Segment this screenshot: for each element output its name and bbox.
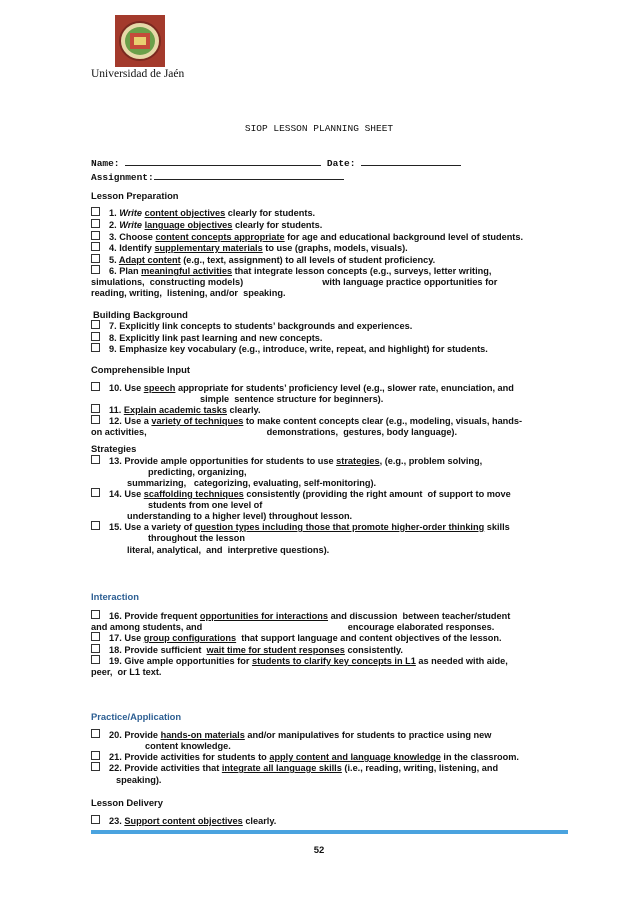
checklist-item-16: 16. Provide frequent opportunities for interactions and discussion between teacher/student [91,610,510,622]
checkbox[interactable] [91,632,100,641]
checkbox[interactable] [91,231,100,240]
checklist-item-20: 20. Provide hands-on materials and/or manipulatives for students to practice using new [91,729,491,741]
footer-divider [91,830,568,834]
section-practice-application: Practice/Application [91,711,182,722]
checklist-item-16-line-2: and among students, and encourage elaborated responses. [91,622,495,632]
checkbox[interactable] [91,219,100,228]
checklist-item-8: 8. Explicitly link past learning and new concepts. [91,332,322,344]
checkbox[interactable] [91,762,100,771]
checkbox[interactable] [91,610,100,619]
checkbox[interactable] [91,521,100,530]
checklist-item-2: 2. Write language objectives clearly for students. [91,219,322,231]
checkbox[interactable] [91,404,100,413]
checkbox[interactable] [91,320,100,329]
checklist-item-6-line-3: reading, writing, listening, and/or speaking. [91,288,286,298]
checkbox[interactable] [91,655,100,664]
university-seal-logo [115,15,165,67]
checklist-item-21: 21. Provide activities for students to apply content and language knowledge in the classroom. [91,751,519,763]
checklist-item-20-line-2: content knowledge. [145,741,231,751]
checkbox[interactable] [91,751,100,760]
checkbox[interactable] [91,415,100,424]
page-title: SIOP LESSON PLANNING SHEET [244,123,394,134]
checklist-item-13: 13. Provide ample opportunities for students to use strategies, (e.g., problem solving, [91,455,482,467]
checklist-item-3: 3. Choose content concepts appropriate for age and educational background level of students. [91,231,523,243]
checkbox[interactable] [91,815,100,824]
checkbox[interactable] [91,254,100,263]
checkbox[interactable] [91,207,100,216]
section-lesson-delivery: Lesson Delivery [91,797,163,808]
checklist-item-13-line-2: predicting, organizing, [148,467,247,477]
checklist-item-15-line-2: throughout the lesson [148,533,245,543]
checklist-item-9: 9. Emphasize key vocabulary (e.g., introduce, write, repeat, and highlight) for students. [91,343,488,355]
checklist-item-4: 4. Identify supplementary materials to use (graphs, models, visuals). [91,242,408,254]
section-lesson-preparation: Lesson Preparation [91,190,179,201]
name-line [125,156,321,166]
checklist-item-11: 11. Explain academic tasks clearly. [91,404,261,416]
checkbox[interactable] [91,242,100,251]
checklist-item-14: 14. Use scaffolding techniques consistently (providing the right amount of support to move [91,488,511,500]
checklist-item-5: 5. Adapt content (e.g., text, assignment) to all levels of student proficiency. [91,254,435,266]
section-interaction: Interaction [91,591,139,602]
checkbox[interactable] [91,455,100,464]
section-comprehensible-input: Comprehensible Input [91,364,190,375]
assignment-field [91,170,344,183]
checklist-item-12-line-2: on activities, demonstrations, gestures, body language). [91,427,458,437]
checklist-item-14-line-3: understanding to a higher level) throughout lesson. [127,511,353,521]
checklist-item-13-line-3: summarizing, categorizing, evaluating, self-monitoring). [127,478,377,488]
checkbox[interactable] [91,343,100,352]
checklist-item-10-line-2: simple sentence structure for beginners). [200,394,384,404]
date-label: Date: [326,158,356,169]
checklist-item-17: 17. Use group configurations that support language and content objectives of the lesson. [91,632,502,644]
checklist-item-14-line-2: students from one level of [148,500,263,510]
checkbox[interactable] [91,729,100,738]
checklist-item-18: 18. Provide sufficient wait time for student responses consistently. [91,644,403,656]
checkbox[interactable] [91,644,100,653]
university-name: Universidad de Jaén [91,68,185,80]
checklist-item-15: 15. Use a variety of question types including those that promote higher-order thinking skills [91,521,510,533]
name-field [91,156,461,169]
checklist-item-23: 23. Support content objectives clearly. [91,815,276,827]
checkbox[interactable] [91,488,100,497]
checkbox[interactable] [91,332,100,341]
checklist-item-22-line-2: speaking). [116,775,162,785]
section-building-background: Building Background [93,309,188,320]
page-number: 52 [313,845,325,856]
checklist-item-6-line-2: simulations, constructing models) with language practice opportunities for [91,277,498,287]
section-strategies: Strategies [91,443,137,454]
checklist-item-19-line-2: peer, or L1 text. [91,667,162,677]
checklist-item-22: 22. Provide activities that integrate all language skills (i.e., reading, writing, listening, and [91,762,498,774]
checklist-item-10: 10. Use speech appropriate for students’ proficiency level (e.g., slower rate, enunciation, and [91,382,514,394]
checklist-item-7: 7. Explicitly link concepts to students’ backgrounds and experiences. [91,320,412,332]
checklist-item-12: 12. Use a variety of techniques to make content concepts clear (e.g., modeling, visuals, hands- [91,415,522,427]
assignment-label: Assignment: [91,172,154,183]
checklist-item-15-line-3: literal, analytical, and interpretive questions). [127,545,330,555]
name-label: Name: [91,158,120,169]
date-line [361,156,461,166]
assignment-line [154,170,344,180]
checklist-item-6: 6. Plan meaningful activities that integrate lesson concepts (e.g., surveys, letter writing, [91,265,491,277]
checklist-item-19: 19. Give ample opportunities for students to clarify key concepts in L1 as needed with aide, [91,655,508,667]
checkbox[interactable] [91,382,100,391]
checkbox[interactable] [91,265,100,274]
checklist-item-1: 1. Write content objectives clearly for students. [91,207,315,219]
